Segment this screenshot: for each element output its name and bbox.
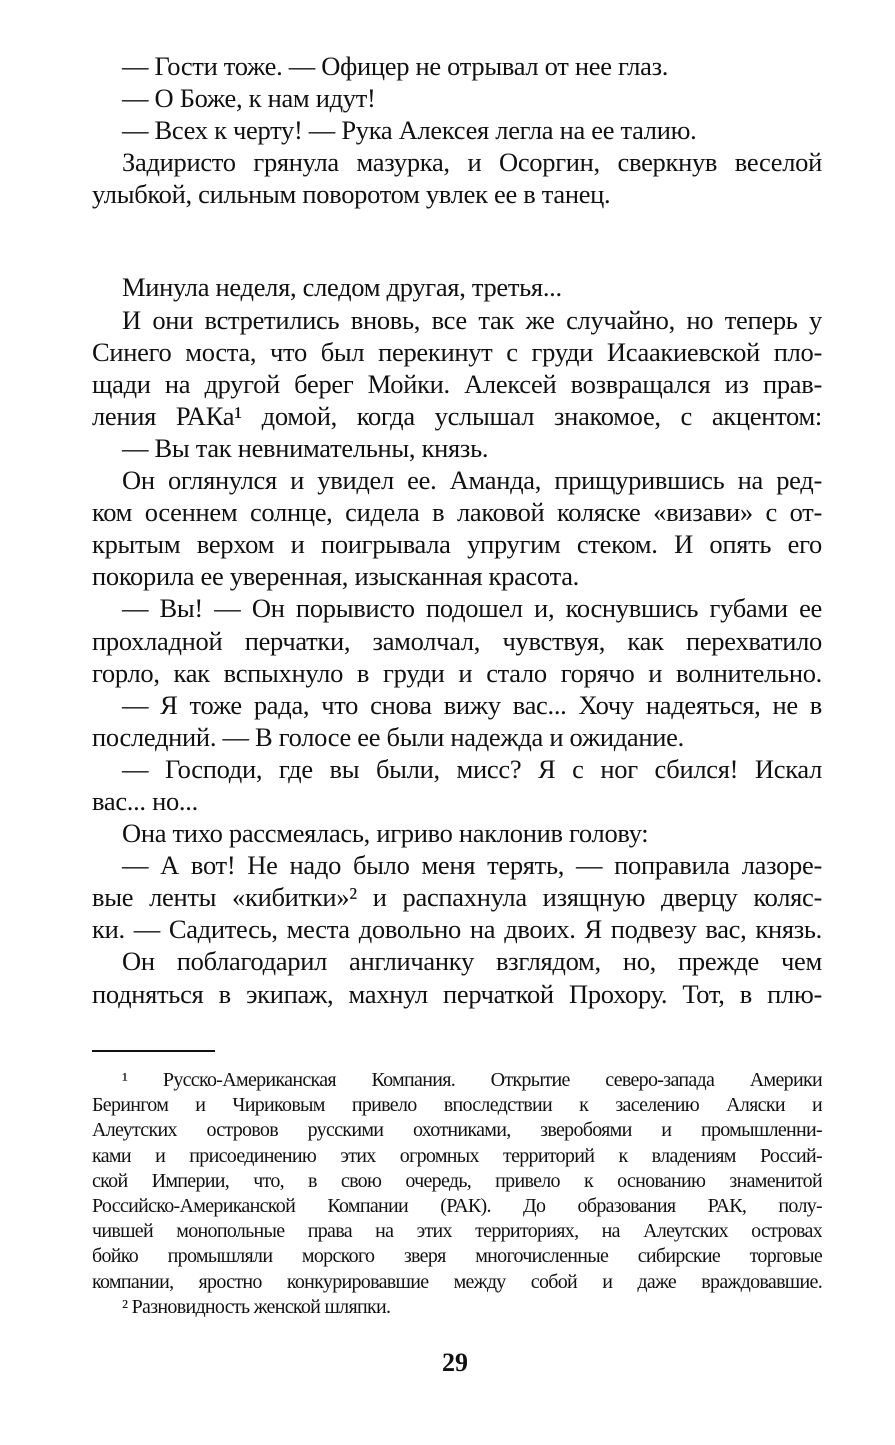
text-line: подняться в экипаж, махнул перчаткой Прохору. Тот, в плю- bbox=[92, 978, 822, 1009]
text-line: вас... но... bbox=[92, 785, 198, 816]
text-line: ления РАКа¹ домой, когда услышал знакомое, с акцентом: bbox=[92, 400, 822, 431]
footnote-line: Российско-Американской Компании (РАК). До образования РАК, полу- bbox=[92, 1194, 822, 1217]
text-line: прохладной перчатки, замолчал, чувствуя, как перехватило bbox=[92, 625, 822, 656]
text-line: Она тихо рассмеялась, игриво наклонив голову: bbox=[122, 818, 649, 849]
text-line: щади на другой берег Мойки. Алексей возвращался из прав- bbox=[92, 368, 822, 399]
footnote-line: ской Империи, что, в свою очередь, привело к основанию знаменитой bbox=[92, 1169, 822, 1192]
footnotes bbox=[92, 1068, 822, 1320]
text-line: Минула неделя, следом другая, третья... bbox=[122, 272, 562, 303]
footnote-line: ками и присоединению этих огромных территорий к владениям Россий- bbox=[92, 1144, 822, 1167]
text-line: — Господи, где вы были, мисс? Я с ног сбился! Искал bbox=[122, 753, 822, 784]
footnote-line: бойко промышляли морского зверя многочисленные сибирские торговые bbox=[92, 1245, 822, 1268]
text-line: — Вы так невнимательны, князь. bbox=[122, 432, 489, 463]
text-line: И они встретились вновь, все так же случайно, но теперь у bbox=[122, 304, 822, 335]
text-line: — Я тоже рада, что снова вижу вас... Хочу надеяться, не в bbox=[122, 689, 822, 720]
footnote-line: чившей монопольные права на этих территориях, на Алеутских островах bbox=[92, 1220, 822, 1243]
text-line: вые ленты «кибитки»² и распахнула изящную дверцу коляс- bbox=[92, 882, 822, 913]
footnote-line: ¹ Русско-Американская Компания. Открытие северо-запада Америки bbox=[122, 1069, 822, 1091]
text-line: Задиристо грянула мазурка, и Осоргин, сверкнув веселой bbox=[122, 147, 822, 178]
text-line: — А вот! Не надо было меня терять, — поправила лазоре- bbox=[122, 850, 822, 881]
footnote-line: компании, яростно конкурировавшие между собой и даже враждовавшие. bbox=[92, 1270, 822, 1293]
text-line: крытым верхом и поигрывала упругим стеком. И опять его bbox=[92, 529, 822, 560]
main-text bbox=[92, 50, 822, 1010]
section-break bbox=[92, 210, 822, 271]
text-line: Он поблагодарил англичанку взглядом, но, прежде чем bbox=[122, 946, 822, 977]
text-line: — Вы! — Он порывисто подошел и, коснувшись губами ее bbox=[122, 593, 822, 624]
text-line: — О Боже, к нам идут! bbox=[122, 83, 376, 114]
text-line: Он оглянулся и увидел ее. Аманда, прищурившись на ред- bbox=[122, 465, 822, 496]
text-line: горло, как вспыхнуло в груди и стало горячо и волнительно. bbox=[92, 657, 822, 688]
footnote-line: Алеутских островов русскими охотниками, зверобоями и промышленни- bbox=[92, 1119, 822, 1142]
text-line: улыбкой, сильным поворотом увлек ее в танец. bbox=[92, 179, 611, 210]
text-line: покорила ее уверенная, изысканная красота. bbox=[92, 561, 579, 592]
text-line: Синего моста, что был перекинут с груди Исаакиевской пло- bbox=[92, 336, 822, 367]
text-line: — Всех к черту! — Рука Алексея легла на ее талию. bbox=[122, 115, 697, 146]
page-number: 29 bbox=[442, 1348, 468, 1377]
footnote-line: Берингом и Чириковым привело впоследствии к заселению Аляски и bbox=[92, 1094, 822, 1117]
text-line: — Гости тоже. — Офицер не отрывал от нее глаз. bbox=[122, 51, 669, 81]
text-line: ком осеннем солнце, сидела в лаковой коляске «визави» с от- bbox=[92, 497, 822, 528]
footnote-separator bbox=[92, 1050, 215, 1052]
footnote-line: ² Разновидность женской шляпки. bbox=[122, 1295, 391, 1318]
text-line: последний. — В голосе ее были надежда и ожидание. bbox=[92, 721, 684, 752]
text-line: ки. — Садитесь, места довольно на двоих. Я подвезу вас, князь. bbox=[92, 914, 822, 945]
